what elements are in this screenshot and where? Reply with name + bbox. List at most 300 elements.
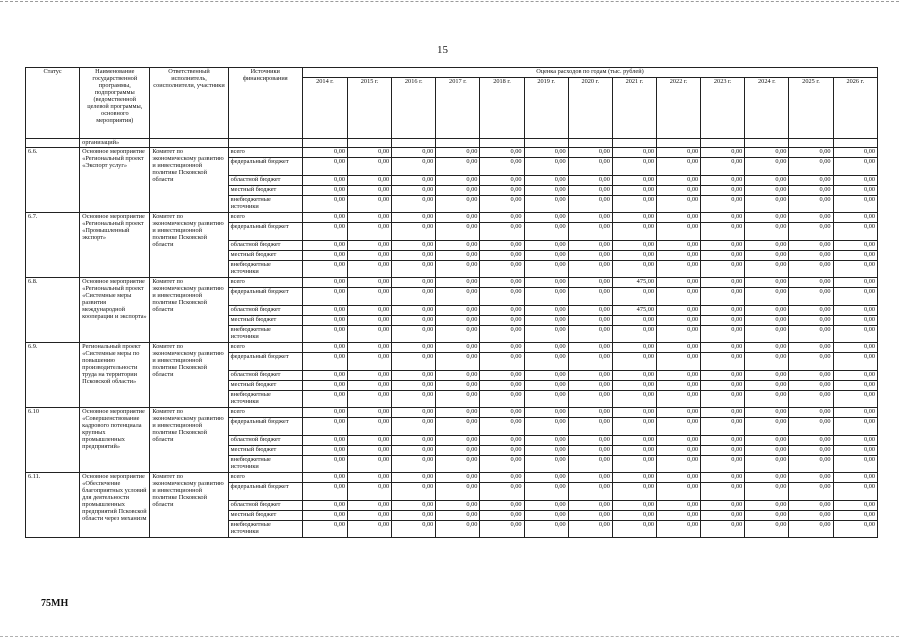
- amount-cell: 0,00: [436, 278, 480, 288]
- header-year: 2019 г.: [524, 78, 568, 139]
- amount-cell: 0,00: [392, 223, 436, 241]
- amount-cell: 0,00: [436, 251, 480, 261]
- group-status: 6.7.: [26, 213, 80, 278]
- header-title: Наименование государственной программы, подпрограммы (ведомственной целевой программы, основного мероприятия): [80, 68, 150, 139]
- amount-cell: 0,00: [789, 521, 833, 538]
- amount-cell: 0,00: [568, 501, 612, 511]
- amount-cell: 0,00: [436, 501, 480, 511]
- amount-cell: 0,00: [436, 148, 480, 158]
- funding-source: всего: [228, 278, 302, 288]
- amount-cell: 0,00: [436, 521, 480, 538]
- amount-cell: 0,00: [348, 278, 392, 288]
- amount-cell: 0,00: [480, 418, 524, 436]
- amount-cell: 0,00: [568, 343, 612, 353]
- amount-cell: 0,00: [789, 326, 833, 343]
- amount-cell: 0,00: [657, 353, 701, 371]
- amount-cell: 0,00: [789, 511, 833, 521]
- amount-cell: 0,00: [833, 511, 877, 521]
- amount-cell: 0,00: [480, 371, 524, 381]
- amount-cell: 0,00: [833, 261, 877, 278]
- amount-cell: 0,00: [436, 158, 480, 176]
- amount-cell: 0,00: [745, 456, 789, 473]
- amount-cell: 0,00: [480, 483, 524, 501]
- amount-cell: 0,00: [701, 511, 745, 521]
- amount-cell: 0,00: [612, 343, 656, 353]
- header-overflow-row: [26, 139, 878, 148]
- amount-cell: 0,00: [524, 306, 568, 316]
- amount-cell: 0,00: [436, 241, 480, 251]
- amount-cell: 0,00: [302, 326, 347, 343]
- amount-cell: 0,00: [701, 148, 745, 158]
- amount-cell: 0,00: [657, 326, 701, 343]
- funding-source: внебюджетные источники: [228, 391, 302, 408]
- amount-cell: 0,00: [392, 158, 436, 176]
- amount-cell: 0,00: [436, 261, 480, 278]
- amount-cell: 0,00: [612, 186, 656, 196]
- amount-cell: 0,00: [745, 418, 789, 436]
- funding-source: федеральный бюджет: [228, 223, 302, 241]
- group-title: Основное мероприятие «Совершенствование кадрового потенциала крупных промышленных предприятий»: [80, 408, 150, 473]
- amount-cell: 0,00: [568, 251, 612, 261]
- amount-cell: 0,00: [524, 391, 568, 408]
- amount-cell: 0,00: [348, 158, 392, 176]
- table-row: [26, 408, 878, 418]
- header-title-overflow: организаций»: [80, 139, 150, 148]
- amount-cell: 0,00: [789, 473, 833, 483]
- amount-cell: 0,00: [701, 353, 745, 371]
- amount-cell: 0,00: [392, 456, 436, 473]
- amount-cell: 0,00: [348, 261, 392, 278]
- amount-cell: 0,00: [745, 241, 789, 251]
- amount-cell: 0,00: [302, 176, 347, 186]
- header-year: 2016 г.: [392, 78, 436, 139]
- amount-cell: 0,00: [789, 408, 833, 418]
- amount-cell: 0,00: [701, 326, 745, 343]
- amount-cell: 0,00: [789, 391, 833, 408]
- funding-source: внебюджетные источники: [228, 456, 302, 473]
- amount-cell: 0,00: [745, 186, 789, 196]
- amount-cell: 0,00: [568, 483, 612, 501]
- funding-source: местный бюджет: [228, 446, 302, 456]
- amount-cell: 0,00: [657, 196, 701, 213]
- amount-cell: 0,00: [302, 213, 347, 223]
- group-status: 6.8.: [26, 278, 80, 343]
- amount-cell: 0,00: [701, 456, 745, 473]
- amount-cell: 0,00: [789, 251, 833, 261]
- amount-cell: 0,00: [701, 483, 745, 501]
- amount-cell: 0,00: [480, 261, 524, 278]
- amount-cell: 0,00: [302, 511, 347, 521]
- table-row: [26, 213, 878, 223]
- amount-cell: 0,00: [612, 381, 656, 391]
- amount-cell: 0,00: [480, 148, 524, 158]
- amount-cell: 0,00: [612, 196, 656, 213]
- amount-cell: 0,00: [612, 408, 656, 418]
- amount-cell: 0,00: [302, 251, 347, 261]
- amount-cell: 0,00: [480, 288, 524, 306]
- funding-source: всего: [228, 473, 302, 483]
- amount-cell: 0,00: [392, 278, 436, 288]
- amount-cell: 0,00: [568, 176, 612, 186]
- amount-cell: 0,00: [745, 261, 789, 278]
- amount-cell: 0,00: [524, 251, 568, 261]
- amount-cell: 0,00: [480, 353, 524, 371]
- amount-cell: 0,00: [745, 501, 789, 511]
- amount-cell: 0,00: [701, 158, 745, 176]
- amount-cell: 0,00: [612, 391, 656, 408]
- amount-cell: 0,00: [348, 288, 392, 306]
- amount-cell: 0,00: [436, 326, 480, 343]
- group-title: Основное мероприятие «Региональный проект «Экспорт услуг»: [80, 148, 150, 213]
- funding-source: местный бюджет: [228, 316, 302, 326]
- amount-cell: 0,00: [302, 446, 347, 456]
- amount-cell: 0,00: [392, 418, 436, 436]
- header-year: 2015 г.: [348, 78, 392, 139]
- amount-cell: 0,00: [392, 241, 436, 251]
- amount-cell: 0,00: [745, 306, 789, 316]
- amount-cell: 0,00: [392, 408, 436, 418]
- amount-cell: 0,00: [789, 213, 833, 223]
- amount-cell: 0,00: [436, 353, 480, 371]
- amount-cell: 0,00: [833, 158, 877, 176]
- amount-cell: 0,00: [436, 391, 480, 408]
- amount-cell: 0,00: [480, 316, 524, 326]
- amount-cell: 0,00: [789, 223, 833, 241]
- amount-cell: 0,00: [436, 446, 480, 456]
- header-status: Статус: [26, 68, 80, 139]
- amount-cell: 0,00: [436, 196, 480, 213]
- amount-cell: 0,00: [568, 213, 612, 223]
- amount-cell: 0,00: [657, 446, 701, 456]
- amount-cell: 0,00: [302, 223, 347, 241]
- amount-cell: 0,00: [568, 391, 612, 408]
- amount-cell: 0,00: [392, 261, 436, 278]
- amount-cell: 0,00: [833, 306, 877, 316]
- amount-cell: 0,00: [302, 158, 347, 176]
- amount-cell: 0,00: [612, 213, 656, 223]
- funding-source: внебюджетные источники: [228, 326, 302, 343]
- amount-cell: 0,00: [833, 213, 877, 223]
- amount-cell: 0,00: [348, 176, 392, 186]
- amount-cell: 0,00: [612, 371, 656, 381]
- amount-cell: 0,00: [745, 213, 789, 223]
- amount-cell: 0,00: [657, 223, 701, 241]
- amount-cell: 0,00: [701, 213, 745, 223]
- amount-cell: 0,00: [480, 343, 524, 353]
- amount-cell: 0,00: [745, 473, 789, 483]
- amount-cell: 0,00: [657, 381, 701, 391]
- amount-cell: 0,00: [524, 186, 568, 196]
- amount-cell: 0,00: [568, 408, 612, 418]
- amount-cell: 0,00: [436, 316, 480, 326]
- amount-cell: 0,00: [348, 186, 392, 196]
- amount-cell: 0,00: [568, 381, 612, 391]
- amount-cell: 0,00: [657, 186, 701, 196]
- amount-cell: 0,00: [480, 223, 524, 241]
- amount-cell: 0,00: [392, 176, 436, 186]
- amount-cell: 0,00: [348, 306, 392, 316]
- amount-cell: 0,00: [701, 223, 745, 241]
- amount-cell: 0,00: [745, 446, 789, 456]
- amount-cell: 0,00: [745, 353, 789, 371]
- amount-cell: 0,00: [833, 241, 877, 251]
- amount-cell: 0,00: [789, 483, 833, 501]
- amount-cell: 0,00: [657, 456, 701, 473]
- amount-cell: 0,00: [789, 278, 833, 288]
- amount-cell: 0,00: [436, 213, 480, 223]
- amount-cell: 0,00: [436, 186, 480, 196]
- amount-cell: 0,00: [789, 261, 833, 278]
- amount-cell: 0,00: [480, 446, 524, 456]
- amount-cell: 0,00: [568, 261, 612, 278]
- amount-cell: 0,00: [657, 213, 701, 223]
- amount-cell: 0,00: [524, 446, 568, 456]
- amount-cell: 0,00: [657, 278, 701, 288]
- amount-cell: 0,00: [833, 288, 877, 306]
- table-row: [26, 473, 878, 483]
- amount-cell: 0,00: [480, 213, 524, 223]
- amount-cell: 0,00: [480, 456, 524, 473]
- amount-cell: 0,00: [524, 501, 568, 511]
- funding-source: федеральный бюджет: [228, 158, 302, 176]
- amount-cell: 0,00: [789, 381, 833, 391]
- amount-cell: 0,00: [524, 483, 568, 501]
- amount-cell: 0,00: [480, 381, 524, 391]
- amount-cell: 0,00: [701, 241, 745, 251]
- group-status: 6.9.: [26, 343, 80, 408]
- header-responsible: Ответственный исполнитель, соисполнители, участники: [150, 68, 228, 139]
- amount-cell: 0,00: [612, 473, 656, 483]
- amount-cell: 0,00: [701, 186, 745, 196]
- amount-cell: 0,00: [833, 186, 877, 196]
- amount-cell: 0,00: [789, 371, 833, 381]
- amount-cell: 0,00: [612, 176, 656, 186]
- amount-cell: 0,00: [524, 148, 568, 158]
- amount-cell: 0,00: [657, 418, 701, 436]
- amount-cell: 0,00: [348, 446, 392, 456]
- amount-cell: 0,00: [568, 521, 612, 538]
- amount-cell: 0,00: [436, 408, 480, 418]
- amount-cell: 0,00: [348, 223, 392, 241]
- amount-cell: 0,00: [436, 511, 480, 521]
- amount-cell: 0,00: [302, 381, 347, 391]
- amount-cell: 0,00: [657, 343, 701, 353]
- amount-cell: 0,00: [302, 483, 347, 501]
- table-row: [26, 278, 878, 288]
- header-year: 2022 г.: [657, 78, 701, 139]
- amount-cell: 0,00: [480, 251, 524, 261]
- amount-cell: 0,00: [568, 186, 612, 196]
- funding-source: областной бюджет: [228, 436, 302, 446]
- amount-cell: 0,00: [701, 501, 745, 511]
- amount-cell: 0,00: [833, 436, 877, 446]
- amount-cell: 0,00: [657, 473, 701, 483]
- amount-cell: 0,00: [392, 196, 436, 213]
- amount-cell: 0,00: [745, 316, 789, 326]
- amount-cell: 0,00: [524, 456, 568, 473]
- amount-cell: 475,00: [612, 278, 656, 288]
- amount-cell: 0,00: [612, 251, 656, 261]
- amount-cell: 0,00: [524, 223, 568, 241]
- amount-cell: 475,00: [612, 306, 656, 316]
- header-year: 2014 г.: [302, 78, 347, 139]
- amount-cell: 0,00: [745, 158, 789, 176]
- amount-cell: 0,00: [348, 148, 392, 158]
- amount-cell: 0,00: [524, 511, 568, 521]
- amount-cell: 0,00: [348, 391, 392, 408]
- amount-cell: 0,00: [480, 278, 524, 288]
- amount-cell: 0,00: [612, 353, 656, 371]
- amount-cell: 0,00: [612, 446, 656, 456]
- amount-cell: 0,00: [392, 381, 436, 391]
- amount-cell: 0,00: [480, 391, 524, 408]
- amount-cell: 0,00: [568, 306, 612, 316]
- amount-cell: 0,00: [701, 196, 745, 213]
- amount-cell: 0,00: [657, 408, 701, 418]
- amount-cell: 0,00: [436, 418, 480, 436]
- amount-cell: 0,00: [612, 241, 656, 251]
- amount-cell: 0,00: [302, 521, 347, 538]
- table-row: [26, 343, 878, 353]
- amount-cell: 0,00: [612, 326, 656, 343]
- amount-cell: 0,00: [302, 391, 347, 408]
- amount-cell: 0,00: [833, 278, 877, 288]
- amount-cell: 0,00: [568, 148, 612, 158]
- scan-bottom-edge: [0, 636, 899, 637]
- amount-cell: 0,00: [612, 316, 656, 326]
- group-responsible: Комитет по экономическому развитию и инвестиционной политике Псковской области: [150, 343, 228, 408]
- amount-cell: 0,00: [392, 186, 436, 196]
- group-status: 6.6.: [26, 148, 80, 213]
- amount-cell: 0,00: [833, 316, 877, 326]
- amount-cell: 0,00: [833, 223, 877, 241]
- amount-cell: 0,00: [612, 148, 656, 158]
- amount-cell: 0,00: [789, 343, 833, 353]
- amount-cell: 0,00: [833, 371, 877, 381]
- amount-cell: 0,00: [745, 408, 789, 418]
- amount-cell: 0,00: [392, 353, 436, 371]
- amount-cell: 0,00: [657, 306, 701, 316]
- funding-source: областной бюджет: [228, 306, 302, 316]
- amount-cell: 0,00: [524, 326, 568, 343]
- amount-cell: 0,00: [436, 483, 480, 501]
- amount-cell: 0,00: [524, 176, 568, 186]
- amount-cell: 0,00: [568, 326, 612, 343]
- amount-cell: 0,00: [701, 408, 745, 418]
- amount-cell: 0,00: [701, 261, 745, 278]
- amount-cell: 0,00: [392, 483, 436, 501]
- amount-cell: 0,00: [657, 483, 701, 501]
- amount-cell: 0,00: [302, 473, 347, 483]
- header-year: 2021 г.: [612, 78, 656, 139]
- amount-cell: 0,00: [789, 353, 833, 371]
- amount-cell: 0,00: [524, 241, 568, 251]
- amount-cell: 0,00: [392, 391, 436, 408]
- amount-cell: 0,00: [302, 316, 347, 326]
- amount-cell: 0,00: [348, 511, 392, 521]
- amount-cell: 0,00: [436, 381, 480, 391]
- amount-cell: 0,00: [392, 501, 436, 511]
- amount-cell: 0,00: [701, 316, 745, 326]
- funding-source: местный бюджет: [228, 251, 302, 261]
- amount-cell: 0,00: [701, 391, 745, 408]
- amount-cell: 0,00: [657, 251, 701, 261]
- amount-cell: 0,00: [392, 316, 436, 326]
- amount-cell: 0,00: [657, 316, 701, 326]
- amount-cell: 0,00: [789, 436, 833, 446]
- amount-cell: 0,00: [701, 306, 745, 316]
- amount-cell: 0,00: [833, 343, 877, 353]
- amount-cell: 0,00: [833, 521, 877, 538]
- funding-source: всего: [228, 148, 302, 158]
- amount-cell: 0,00: [302, 408, 347, 418]
- table-body: [26, 139, 878, 538]
- amount-cell: 0,00: [568, 158, 612, 176]
- amount-cell: 0,00: [568, 511, 612, 521]
- header-estimate: Оценка расходов по годам (тыс. рублей): [302, 68, 877, 78]
- amount-cell: 0,00: [612, 261, 656, 278]
- amount-cell: 0,00: [392, 436, 436, 446]
- amount-cell: 0,00: [302, 196, 347, 213]
- amount-cell: 0,00: [524, 261, 568, 278]
- group-title: Основное мероприятие «Региональный проект «Промышленный экспорт»: [80, 213, 150, 278]
- amount-cell: 0,00: [348, 343, 392, 353]
- amount-cell: 0,00: [612, 456, 656, 473]
- amount-cell: 0,00: [789, 148, 833, 158]
- group-title: Региональный проект «Системные меры по повышению производительности труда на территории Псковской области»: [80, 343, 150, 408]
- amount-cell: 0,00: [657, 261, 701, 278]
- amount-cell: 0,00: [436, 288, 480, 306]
- amount-cell: 0,00: [524, 418, 568, 436]
- header-year: 2026 г.: [833, 78, 877, 139]
- funding-source: внебюджетные источники: [228, 521, 302, 538]
- amount-cell: 0,00: [348, 353, 392, 371]
- amount-cell: 0,00: [524, 316, 568, 326]
- amount-cell: 0,00: [302, 456, 347, 473]
- amount-cell: 0,00: [436, 473, 480, 483]
- amount-cell: 0,00: [789, 446, 833, 456]
- amount-cell: 0,00: [789, 241, 833, 251]
- amount-cell: 0,00: [789, 196, 833, 213]
- amount-cell: 0,00: [657, 241, 701, 251]
- amount-cell: 0,00: [789, 501, 833, 511]
- amount-cell: 0,00: [568, 196, 612, 213]
- amount-cell: 0,00: [833, 176, 877, 186]
- amount-cell: 0,00: [480, 196, 524, 213]
- amount-cell: 0,00: [568, 353, 612, 371]
- funding-source: внебюджетные источники: [228, 261, 302, 278]
- header-year: 2024 г.: [745, 78, 789, 139]
- amount-cell: 0,00: [833, 353, 877, 371]
- funding-source: всего: [228, 213, 302, 223]
- amount-cell: 0,00: [524, 371, 568, 381]
- amount-cell: 0,00: [302, 436, 347, 446]
- amount-cell: 0,00: [436, 306, 480, 316]
- amount-cell: 0,00: [524, 343, 568, 353]
- amount-cell: 0,00: [302, 501, 347, 511]
- amount-cell: 0,00: [701, 381, 745, 391]
- amount-cell: 0,00: [480, 521, 524, 538]
- amount-cell: 0,00: [745, 483, 789, 501]
- amount-cell: 0,00: [701, 446, 745, 456]
- amount-cell: 0,00: [657, 436, 701, 446]
- amount-cell: 0,00: [833, 446, 877, 456]
- amount-cell: 0,00: [701, 176, 745, 186]
- amount-cell: 0,00: [348, 473, 392, 483]
- amount-cell: 0,00: [302, 261, 347, 278]
- amount-cell: 0,00: [612, 501, 656, 511]
- amount-cell: 0,00: [392, 521, 436, 538]
